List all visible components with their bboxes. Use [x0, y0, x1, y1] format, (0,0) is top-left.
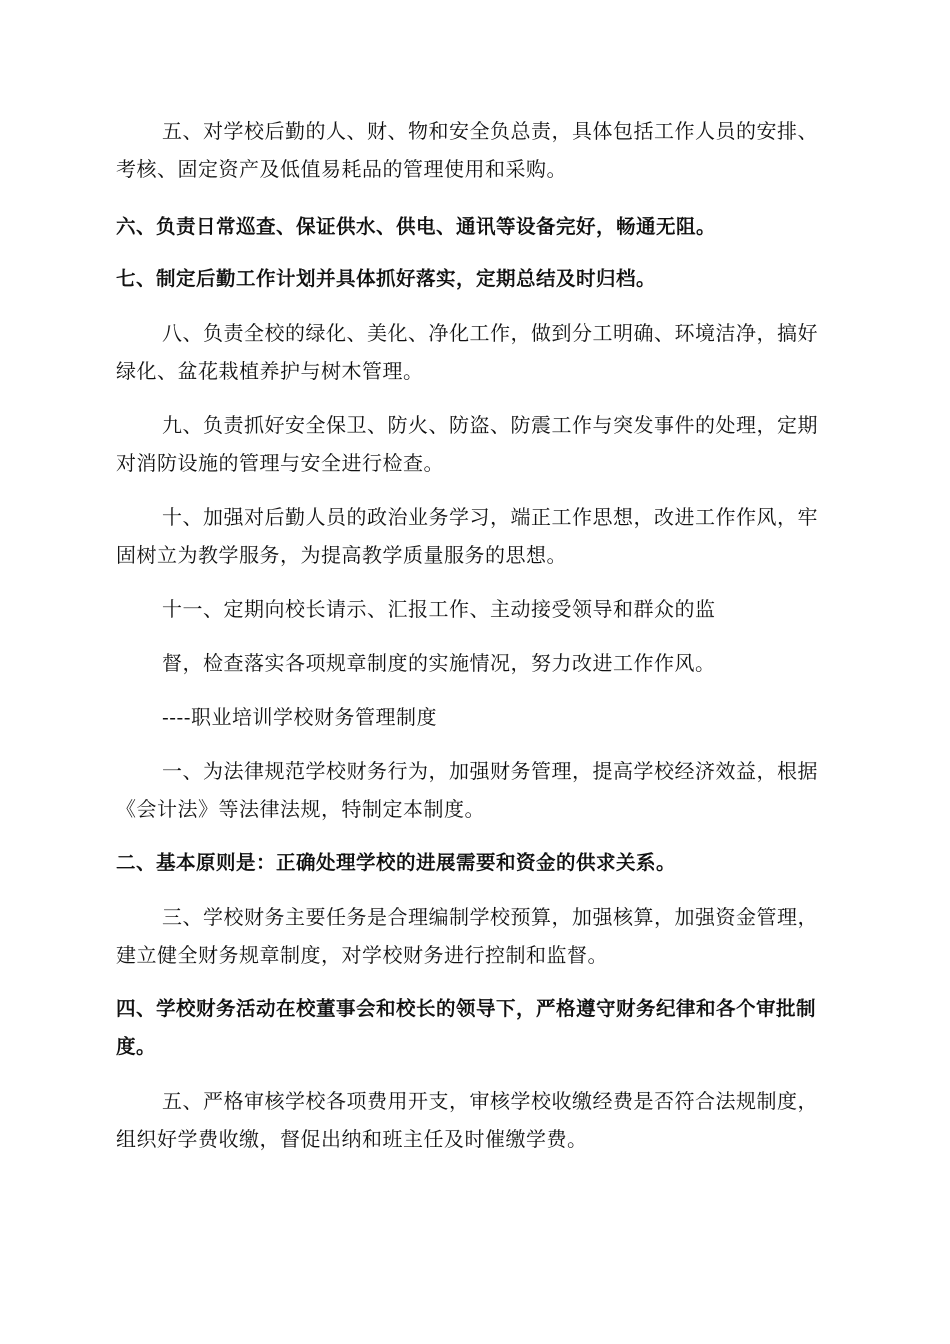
paragraph-finance-5: 五、严格审核学校各项费用开支，审核学校收缴经费是否符合法规制度，组织好学费收缴，督促出纳和班主任及时催缴学费。	[116, 1089, 818, 1151]
paragraph-logistics-8: 八、负责全校的绿化、美化、净化工作，做到分工明确、环境洁净，搞好绿化、盆花栽植养护与树木管理。	[116, 321, 818, 383]
paragraph-finance-3: 三、学校财务主要任务是合理编制学校预算，加强核算，加强资金管理，建立健全财务规章制度，对学校财务进行控制和监督。	[116, 905, 818, 967]
paragraph-finance-1: 一、为法律规范学校财务行为，加强财务管理，提高学校经济效益，根据《会计法》等法律法规，特制定本制度。	[116, 759, 818, 821]
paragraph-logistics-11-line2: 督，检查落实各项规章制度的实施情况，努力改进工作作风。	[162, 651, 716, 675]
paragraph-finance-4: 四、学校财务活动在校董事会和校长的领导下，严格遵守财务纪律和各个审批制度。	[116, 997, 817, 1058]
section-heading-finance: ----职业培训学校财务管理制度	[162, 705, 438, 729]
document-body	[116, 112, 836, 1158]
paragraph-logistics-7: 七、制定后勤工作计划并具体抓好落实，定期总结及时归档。	[116, 267, 657, 290]
paragraph-logistics-6: 六、负责日常巡查、保证供水、供电、通讯等设备完好，畅通无阻。	[116, 215, 717, 238]
paragraph-finance-2: 二、基本原则是：正确处理学校的进展需要和资金的供求关系。	[116, 851, 677, 874]
paragraph-logistics-10: 十、加强对后勤人员的政治业务学习，端正工作思想，改进工作作风，牢固树立为教学服务，为提高教学质量服务的思想。	[116, 505, 818, 567]
paragraph-logistics-9: 九、负责抓好安全保卫、防火、防盗、防震工作与突发事件的处理，定期对消防设施的管理与安全进行检查。	[116, 413, 818, 475]
paragraph-logistics-5: 五、对学校后勤的人、财、物和安全负总责，具体包括工作人员的安排、考核、固定资产及低值易耗品的管理使用和采购。	[116, 119, 818, 181]
paragraph-logistics-11-line1: 十一、定期向校长请示、汇报工作、主动接受领导和群众的监	[162, 597, 716, 621]
